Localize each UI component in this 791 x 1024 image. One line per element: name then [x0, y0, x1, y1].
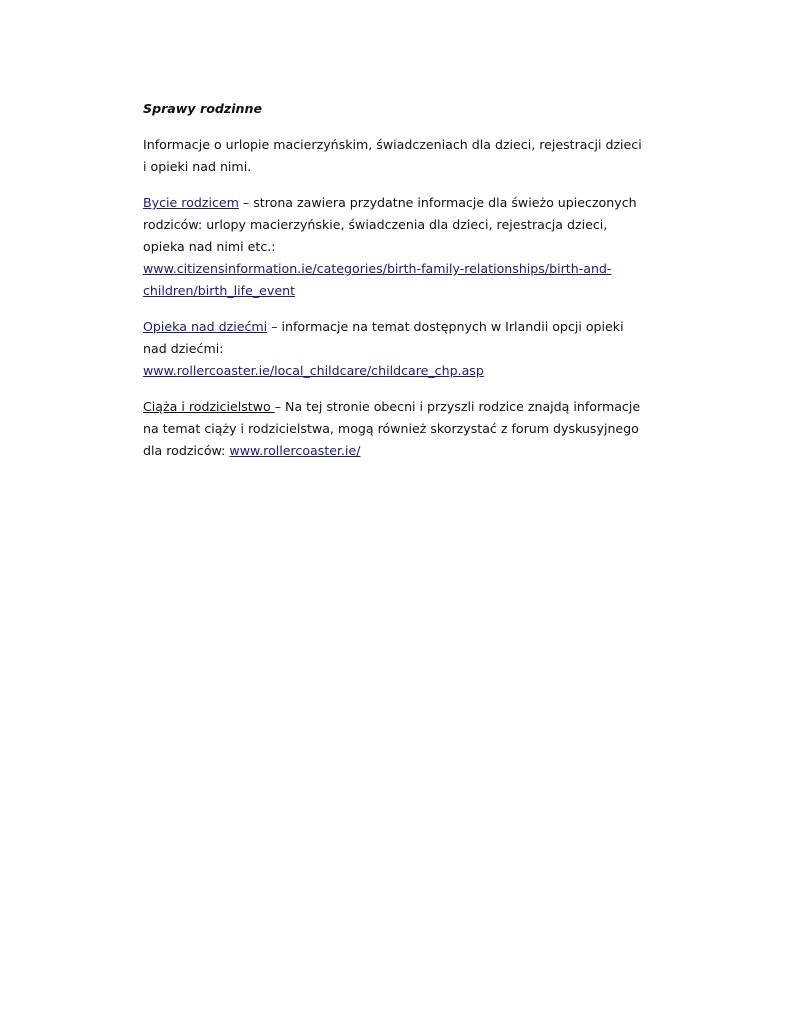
document-page	[143, 98, 643, 476]
citizensinformation-url-part1[interactable]: www.citizensinformation.ie/categories/birth-family-relationships/birth-and-	[143, 261, 612, 276]
rollercoaster-childcare-url[interactable]: www.rollercoaster.ie/local_childcare/childcare_chp.asp	[143, 363, 484, 378]
citizensinformation-url-part2[interactable]: children/birth_life_event	[143, 283, 296, 298]
pregnancy-paragraph	[143, 396, 643, 462]
intro-paragraph: Informacje o urlopie macierzyńskim, świadczeniach dla dzieci, rejestracji dzieci i opieki nad nimi.	[143, 137, 642, 174]
section-heading: Sprawy rodzinne	[143, 101, 263, 116]
childcare-description: – informacje na temat dostępnych w Irlandii opcji opieki nad dziećmi:	[143, 319, 624, 356]
parenting-paragraph	[143, 192, 643, 302]
rollercoaster-url[interactable]: www.rollercoaster.ie/	[229, 443, 361, 458]
childcare-link[interactable]: Opieka nad dziećmi	[143, 319, 268, 334]
pregnancy-link[interactable]: Ciąża i rodzicielstwo	[143, 399, 275, 414]
childcare-paragraph	[143, 316, 643, 382]
parenting-link[interactable]: Bycie rodzicem	[143, 195, 239, 210]
parenting-description: – strona zawiera przydatne informacje dla świeżo upieczonych rodziców: urlopy macierzyńskie, świadczenia dla dzieci, rejestracja dzieci, opieka nad nimi etc.:	[143, 195, 637, 254]
pregnancy-description: – Na tej stronie obecni i przyszli rodzice znajdą informacje na temat ciąży i rodzicielstwa, mogą również skorzystać z forum dyskusyjnego dla rodziców:	[143, 399, 641, 458]
